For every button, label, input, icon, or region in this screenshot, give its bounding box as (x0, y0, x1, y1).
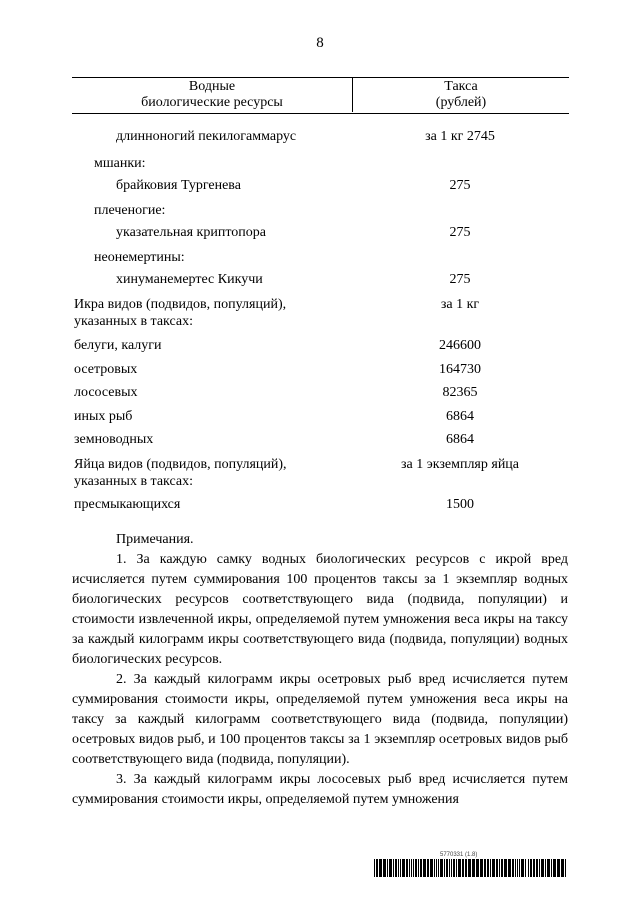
row-name: хинуманемертес Кикучи (116, 272, 263, 287)
row-tax: 82365 (442, 385, 478, 400)
row-tax: 275 (449, 178, 471, 193)
row-name: брайковия Тургенева (116, 178, 241, 193)
row-tax: за 1 экземпляр яйца (400, 457, 520, 472)
note-paragraph-1: 1. За каждую самку водных биологических ресурсов с икрой вред исчисляется путем суммирования 100 процентов таксы за 1 экземпляр водных биологических ресурсов соответствующего вида (подвида, популяции) и стоимости извлеченной икры, определяемой путем умножения веса икры на таксу за каждый килограмм икры соответствующего вида (подвида, популяции) водных биологических ресурсов. (72, 552, 568, 667)
row-group-name: плеченогие: (94, 203, 166, 218)
document-code: 5770331 (1.8) (440, 852, 478, 858)
row-group-name: мшанки: (94, 156, 146, 171)
row-name-line2: указанных в таксах: (74, 314, 193, 329)
row-name-line2: указанных в таксах: (74, 474, 193, 489)
header-resources-line1: Водные (188, 79, 236, 94)
header-tax-line2: (рублей) (435, 95, 487, 110)
table-row (0, 250, 640, 270)
row-name: лососевых (74, 385, 138, 400)
table-row (0, 178, 640, 198)
row-name: иных рыб (74, 409, 133, 424)
table-row (0, 296, 640, 332)
row-tax: за 1 кг (440, 297, 480, 312)
table-row (0, 225, 640, 245)
table-row (0, 409, 640, 429)
row-name: длинноногий пекилогаммарус (116, 129, 297, 144)
note-paragraph-2: 2. За каждый килограмм икры осетровых рыб вред исчисляется путем суммирования стоимости икры, определяемой путем умножения веса икры на таксу за каждый килограмм соответствующего вида (подвида, популяции) осетровых видов рыб, и 100 процентов таксы за 1 экземпляр осетровых видов рыб соответствующего вида (подвида, популяции). (72, 672, 568, 767)
table-row (0, 432, 640, 452)
table-row (0, 456, 640, 492)
row-tax: 6864 (446, 432, 474, 447)
row-tax: 6864 (446, 409, 474, 424)
row-name: пресмыкающихся (74, 497, 181, 512)
row-name-line1: Икра видов (подвидов, популяций), (74, 297, 287, 312)
page-number: 8 (316, 35, 324, 51)
header-bottom-rule (72, 113, 569, 114)
row-name-multiline (74, 456, 287, 490)
row-name-line1: Яйца видов (подвидов, популяций), (74, 457, 287, 472)
row-tax: 1500 (446, 497, 474, 512)
row-name-multiline (74, 296, 286, 330)
row-name: осетровых (74, 362, 138, 377)
table-row (0, 497, 640, 517)
note-paragraph-3: 3. За каждый килограмм икры лососевых рыб вред исчисляется путем суммирования стоимости икры, определяемой путем умножения (72, 772, 568, 807)
row-name: белуги, калуги (74, 338, 162, 353)
table-row (0, 203, 640, 223)
header-tax (353, 79, 569, 111)
row-tax: 275 (449, 225, 471, 240)
table-top-rule (72, 77, 569, 78)
table-row (0, 362, 640, 382)
row-tax: за 1 кг 2745 (425, 129, 495, 144)
notes-title: Примечания. (116, 532, 194, 547)
barcode-image (374, 859, 568, 877)
row-tax: 164730 (439, 362, 481, 377)
header-resources-line2: биологические ресурсы (141, 95, 283, 110)
table-row (0, 272, 640, 292)
table-row (0, 385, 640, 405)
table-row (0, 338, 640, 358)
table-row (0, 156, 640, 176)
header-resources (72, 79, 352, 111)
header-tax-line1: Такса (444, 79, 478, 94)
row-name: указательная криптопора (116, 225, 266, 240)
row-name: земноводных (74, 432, 154, 447)
table-row (0, 129, 640, 149)
row-tax: 275 (449, 272, 471, 287)
row-group-name: неонемертины: (94, 250, 185, 265)
row-tax: 246600 (439, 338, 481, 353)
notes-section (72, 530, 568, 810)
